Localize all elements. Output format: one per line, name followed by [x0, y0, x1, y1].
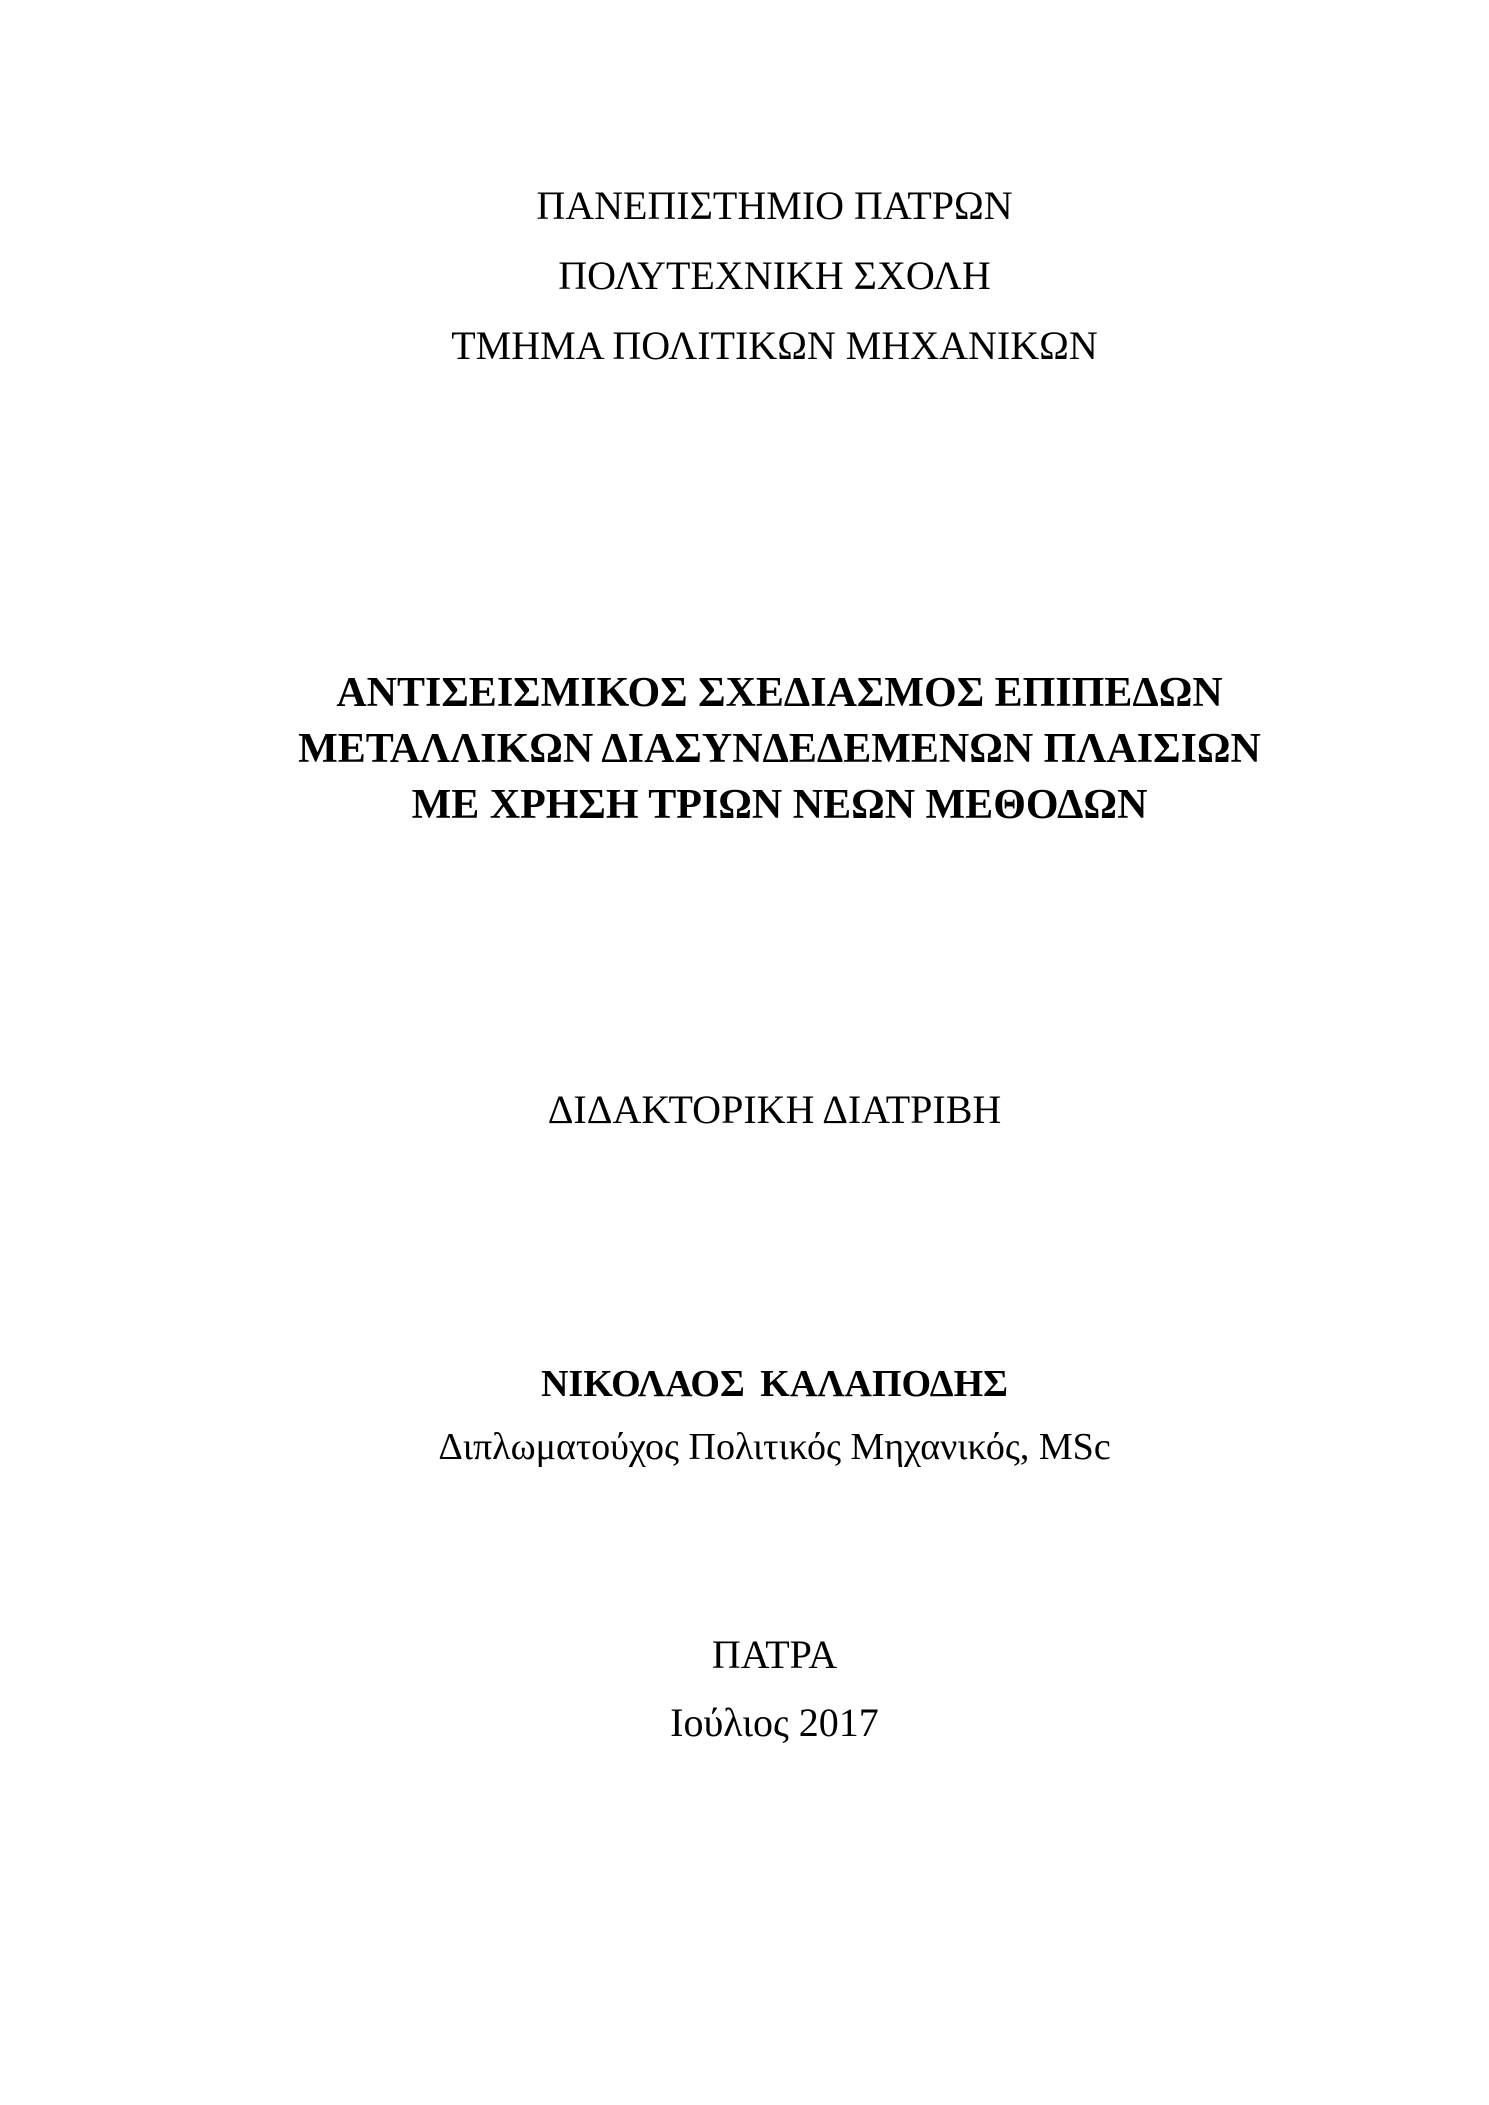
city: ΠΑΤΡΑ — [711, 1632, 838, 1677]
document-type: ΔΙΔΑΚΤΟΡΙΚΗ ΔΙΑΤΡΙΒΗ — [547, 1087, 1002, 1132]
school-name: ΠΟΛΥΤΕΧΝΙΚΗ ΣΧΟΛΗ — [558, 253, 991, 298]
thesis-title-line-1: ΑΝΤΙΣΕΙΣΜΙΚΟΣ ΣΧΕΔΙΑΣΜΟΣ ΕΠΙΠΕΔΩΝ — [336, 670, 1223, 716]
thesis-title-line-3: ΜΕ ΧΡΗΣΗ ΤΡΙΩΝ ΝΕΩΝ ΜΕΘΟΔΩΝ — [411, 782, 1148, 828]
university-name: ΠΑΝΕΠΙΣΤΗΜΙΟ ΠΑΤΡΩΝ — [536, 183, 1013, 228]
author-credentials: Διπλωματούχος Πολιτικός Μηχανικός, MSc — [438, 1426, 1111, 1468]
department-name: ΤΜΗΜΑ ΠΟΛΙΤΙΚΩΝ ΜΗΧΑΝΙΚΩΝ — [451, 323, 1098, 368]
date: Ιούλιος 2017 — [670, 1700, 879, 1745]
author-name: ΝΙΚΟΛΑΟΣ ΚΑΛΑΠΟΔΗΣ — [540, 1363, 1009, 1405]
thesis-title-line-2: ΜΕΤΑΛΛΙΚΩΝ ΔΙΑΣΥΝΔΕΔΕΜΕΝΩΝ ΠΛΑΙΣΙΩΝ — [298, 726, 1261, 772]
